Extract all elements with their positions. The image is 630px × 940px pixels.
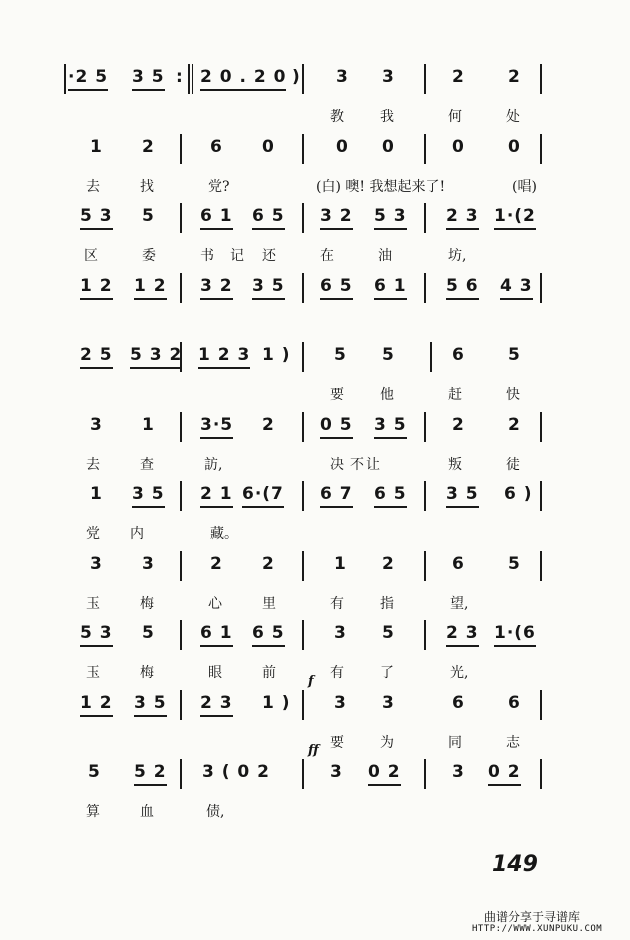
note-group: 3 xyxy=(334,623,347,643)
dynamic-marking: ff xyxy=(308,743,319,758)
lyric-text: 光, xyxy=(450,665,469,681)
note-group: 1 2 xyxy=(134,275,167,300)
bar-line xyxy=(540,759,542,789)
note-group: 3 xyxy=(334,692,347,713)
note-group: 2 xyxy=(508,67,521,87)
note-group: 5 3 xyxy=(80,205,113,230)
note-group: 3 2 xyxy=(200,275,233,300)
bar-line xyxy=(302,690,304,720)
lyric-text: 委 xyxy=(142,248,156,264)
note-group: ) xyxy=(292,67,301,87)
bar-line xyxy=(302,412,304,442)
note-group: 3 xyxy=(90,414,103,435)
note-group: 3 5 xyxy=(132,66,165,91)
bar-line xyxy=(424,759,426,789)
bar-line xyxy=(64,64,66,94)
note-group: 0 2 xyxy=(368,761,401,786)
notation-system xyxy=(0,551,630,617)
dynamic-marking: f xyxy=(308,673,314,689)
lyric-text: 徒 xyxy=(506,456,520,473)
note-group: 2 3 xyxy=(446,205,479,230)
note-group: 5 xyxy=(88,762,101,782)
lyric-text: 不 xyxy=(350,456,364,473)
lyric-text: 让 xyxy=(366,456,380,473)
lyric-text: 前 xyxy=(262,665,276,681)
lyric-text: 訪, xyxy=(204,456,223,473)
bar-line xyxy=(180,412,182,442)
note-group: 5 3 xyxy=(374,205,407,230)
note-group: 3 5 xyxy=(374,414,407,439)
bar-line xyxy=(302,481,304,511)
note-group: 3 xyxy=(382,692,395,713)
note-group: 3 xyxy=(382,67,395,87)
note-group: 3 xyxy=(90,553,103,574)
note-group: 5 xyxy=(508,553,521,574)
note-group: : xyxy=(176,67,184,87)
note-group: ·2 5 xyxy=(68,66,108,91)
note-group: 6 1 xyxy=(374,275,407,300)
bar-line xyxy=(540,134,542,164)
note-group: 1 2 xyxy=(80,275,113,300)
lyric-text: 有 xyxy=(330,665,344,681)
bar-line xyxy=(302,620,304,650)
lyric-text: 心 xyxy=(208,595,222,612)
bar-line xyxy=(180,273,182,303)
note-group: 5 2 xyxy=(134,761,167,786)
bar-line xyxy=(540,551,542,581)
note-group: 6 5 xyxy=(320,275,353,300)
note-group: 6·(7 xyxy=(242,483,284,508)
lyric-text: 为 xyxy=(380,734,394,751)
lyric-text: 教 xyxy=(330,109,344,125)
note-group: 5 xyxy=(142,623,155,643)
bar-line xyxy=(302,759,304,789)
note-group: 1·(6 xyxy=(494,622,536,647)
lyric-text: 查 xyxy=(140,456,154,473)
note-group: 5 xyxy=(382,623,395,643)
note-group: 1 xyxy=(90,484,103,504)
lyric-text: 里 xyxy=(262,595,276,612)
lyric-text: 何 xyxy=(448,109,462,125)
notation-system xyxy=(0,412,630,478)
lyric-text: 快 xyxy=(506,387,520,403)
note-group: 6 xyxy=(508,692,521,713)
lyric-text: 决 xyxy=(330,456,344,473)
lyric-text: 玉 xyxy=(86,595,100,612)
bar-line xyxy=(180,620,182,650)
lyric-text: 梅 xyxy=(140,595,154,612)
lyric-text: 梅 xyxy=(140,665,154,681)
lyric-text: 内 xyxy=(130,526,144,542)
lyric-text: 记 xyxy=(230,248,244,264)
note-group: 2 xyxy=(210,553,223,574)
bar-line xyxy=(302,342,304,372)
lyric-text: 玉 xyxy=(86,665,100,681)
note-group: 0 2 xyxy=(488,761,521,786)
note-group: 6 xyxy=(452,345,465,365)
lyric-text: 有 xyxy=(330,595,344,612)
note-group: 6 xyxy=(452,553,465,574)
note-group: 3 5 xyxy=(132,483,165,508)
bar-line xyxy=(424,134,426,164)
note-group: 3 xyxy=(142,553,155,574)
lyric-text: 要 xyxy=(330,387,344,403)
note-group: 0 xyxy=(452,136,465,157)
note-group: 2 5 xyxy=(80,344,113,369)
notation-system xyxy=(0,620,630,686)
bar-line xyxy=(302,203,304,233)
bar-line xyxy=(424,620,426,650)
notation-system xyxy=(0,273,630,339)
watermark-text: 曲谱分享于寻谱库 xyxy=(484,910,581,924)
bar-line xyxy=(540,412,542,442)
bar-line xyxy=(180,203,182,233)
bar-line xyxy=(188,64,190,94)
note-group: 1 ) xyxy=(262,345,291,365)
note-group: 1 xyxy=(142,414,155,435)
note-group: 3 xyxy=(452,762,465,782)
bar-line xyxy=(302,134,304,164)
bar-line xyxy=(540,273,542,303)
notation-system xyxy=(0,134,630,200)
lyric-text: 书 xyxy=(200,248,214,264)
bar-line xyxy=(540,481,542,511)
note-group: 2 xyxy=(262,414,275,435)
note-group: 6 xyxy=(452,692,465,713)
note-group: 2 0 . 2 0 xyxy=(200,66,286,91)
note-group: 1 2 3 xyxy=(198,344,250,369)
lyric-text: 在 xyxy=(320,248,334,264)
note-group: 3·5 xyxy=(200,414,233,439)
lyric-text: 指 xyxy=(380,595,394,612)
bar-line xyxy=(180,759,182,789)
note-group: 5 xyxy=(334,345,347,365)
note-group: 0 5 xyxy=(320,414,353,439)
note-group: 2 xyxy=(508,414,521,435)
bar-line xyxy=(180,481,182,511)
bar-line xyxy=(302,273,304,303)
note-group: 0 xyxy=(336,136,349,157)
notation-system xyxy=(0,743,630,825)
note-group: 2 3 xyxy=(200,692,233,717)
note-group: 0 xyxy=(262,136,275,157)
note-group: 2 xyxy=(142,136,155,157)
note-group: 2 xyxy=(452,414,465,435)
lyric-text: 血 xyxy=(140,804,154,820)
note-group: 6 xyxy=(210,136,223,157)
bar-line xyxy=(424,273,426,303)
note-group: 3 5 xyxy=(134,692,167,717)
lyric-text: 区 xyxy=(84,248,98,264)
note-group: 1 xyxy=(334,553,347,574)
note-group: 6 7 xyxy=(320,483,353,508)
note-group: 5 xyxy=(382,345,395,365)
lyric-text: 债, xyxy=(206,804,225,820)
lyric-text: 志 xyxy=(506,734,520,751)
notation-system xyxy=(0,342,630,408)
bar-line xyxy=(302,64,304,94)
note-group: 2 xyxy=(262,553,275,574)
lyric-text: 找 xyxy=(140,178,154,195)
lyric-text: 藏。 xyxy=(210,526,238,542)
lyric-text: 他 xyxy=(380,387,394,403)
note-group: 1 xyxy=(90,136,103,157)
note-group: 1 ) xyxy=(262,692,291,713)
bar-line xyxy=(424,64,426,94)
bar-line xyxy=(180,551,182,581)
lyric-text: 处 xyxy=(506,109,520,125)
lyric-text: 去 xyxy=(86,456,100,473)
lyric-text: 赶 xyxy=(448,387,462,403)
note-group: 1 2 xyxy=(80,692,113,717)
notation-system xyxy=(0,203,630,269)
note-group: 6 1 xyxy=(200,622,233,647)
note-group: 6 5 xyxy=(252,205,285,230)
lyric-text: 油 xyxy=(378,248,392,264)
note-group: 5 3 2 xyxy=(130,344,182,369)
note-group: 2 3 xyxy=(446,622,479,647)
lyric-text: (白) 噢! 我想起来了! xyxy=(316,178,446,195)
note-group: 0 xyxy=(382,136,395,157)
lyric-text: 眼 xyxy=(208,665,222,681)
lyric-text: 同 xyxy=(448,734,462,751)
lyric-text: 了 xyxy=(380,665,394,681)
note-group: 5 xyxy=(142,206,155,226)
lyric-text: 党? xyxy=(208,178,230,195)
bar-line xyxy=(424,412,426,442)
note-group: 3 2 xyxy=(320,205,353,230)
watermark-url: HTTP://WWW.XUNPUKU.COM xyxy=(472,924,603,934)
bar-line xyxy=(540,690,542,720)
lyric-text: 去 xyxy=(86,178,100,195)
note-group: 1·(2 xyxy=(494,205,536,230)
note-group: 5 xyxy=(508,345,521,365)
notation-system xyxy=(0,64,630,130)
bar-line xyxy=(180,690,182,720)
note-group: 6 5 xyxy=(374,483,407,508)
note-group: 6 5 xyxy=(252,622,285,647)
bar-line xyxy=(424,481,426,511)
note-group: 0 xyxy=(508,136,521,157)
note-group: 3 5 xyxy=(252,275,285,300)
note-group: 3 xyxy=(336,67,349,87)
lyric-text: 叛 xyxy=(448,456,462,473)
bar-line xyxy=(180,134,182,164)
note-group: 2 xyxy=(382,553,395,574)
note-group: 6 ) xyxy=(504,484,533,504)
lyric-text: 还 xyxy=(262,248,276,264)
note-group: 3 xyxy=(330,762,343,782)
lyric-text: (唱) xyxy=(512,178,537,195)
bar-line xyxy=(302,551,304,581)
lyric-text: 望, xyxy=(450,595,469,612)
note-group: 2 xyxy=(452,67,465,87)
lyric-text: 我 xyxy=(380,109,394,125)
lyric-text: 要 xyxy=(330,734,344,751)
page-number: 149 xyxy=(492,852,538,877)
bar-line xyxy=(430,342,432,372)
notation-system xyxy=(0,481,630,547)
lyric-text: 党 xyxy=(86,526,100,542)
note-group: 6 1 xyxy=(200,205,233,230)
lyric-text: 坊, xyxy=(448,248,467,264)
note-group: 3 ( 0 2 xyxy=(202,762,271,782)
lyric-text: 算 xyxy=(86,804,100,820)
note-group: 2 1 xyxy=(200,483,233,508)
bar-line xyxy=(424,551,426,581)
note-group: 4 3 xyxy=(500,275,533,300)
note-group: 3 5 xyxy=(446,483,479,508)
bar-line xyxy=(424,203,426,233)
bar-line xyxy=(540,64,542,94)
note-group: 5 6 xyxy=(446,275,479,300)
note-group: 5 3 xyxy=(80,622,113,647)
